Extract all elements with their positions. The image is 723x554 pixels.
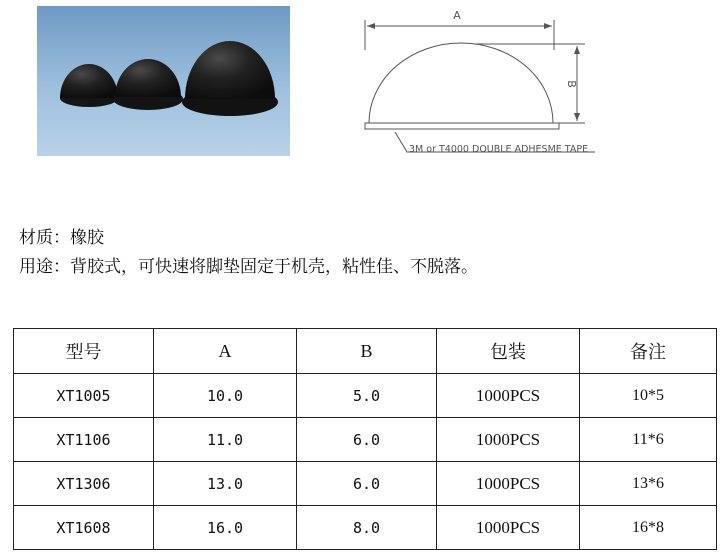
a-arrow-right <box>544 23 552 29</box>
table-row <box>14 418 717 462</box>
tape-label: 3M or T4000 DOUBLE ADHESME TAPE <box>409 144 589 155</box>
cell-a: 13.0 <box>154 462 297 506</box>
a-arrow-left <box>367 23 375 29</box>
cell-packaging: 1000PCS <box>437 506 580 550</box>
dome-profile <box>369 43 553 123</box>
cell-model: XT1106 <box>14 418 154 462</box>
cell-remarks: 11*6 <box>580 418 717 462</box>
dimension-b-label: B <box>565 80 578 88</box>
material-line: 材质：橡胶 <box>19 228 104 248</box>
cell-model: XT1608 <box>14 506 154 550</box>
cell-remarks: 16*8 <box>580 506 717 550</box>
cell-packaging: 1000PCS <box>437 462 580 506</box>
cell-model: XT1306 <box>14 462 154 506</box>
cell-a: 10.0 <box>154 374 297 418</box>
cell-b: 6.0 <box>297 462 437 506</box>
cell-b: 8.0 <box>297 506 437 550</box>
cell-packaging: 1000PCS <box>437 374 580 418</box>
usage-line: 用途：背胶式，可快速将脚垫固定于机壳，粘性佳、不脱落。 <box>19 257 478 277</box>
dimension-a-label: A <box>453 9 461 22</box>
header-packaging: 包装 <box>437 329 580 374</box>
b-arrow-bottom <box>574 113 580 121</box>
header-a: A <box>154 329 297 374</box>
cell-a: 16.0 <box>154 506 297 550</box>
header-remarks: 备注 <box>580 329 717 374</box>
cell-packaging: 1000PCS <box>437 418 580 462</box>
cell-b: 6.0 <box>297 418 437 462</box>
spec-table <box>13 328 717 550</box>
table-row <box>14 506 717 550</box>
tape-layer <box>365 123 559 129</box>
cell-a: 11.0 <box>154 418 297 462</box>
table-row <box>14 462 717 506</box>
cell-model: XT1005 <box>14 374 154 418</box>
cell-remarks: 13*6 <box>580 462 717 506</box>
dimension-drawing <box>355 4 615 169</box>
table-header-row <box>14 329 717 374</box>
header-model: 型号 <box>14 329 154 374</box>
b-arrow-top <box>574 46 580 54</box>
cell-remarks: 10*5 <box>580 374 717 418</box>
cell-b: 5.0 <box>297 374 437 418</box>
table-row <box>14 374 717 418</box>
product-photo <box>37 6 290 156</box>
header-b: B <box>297 329 437 374</box>
